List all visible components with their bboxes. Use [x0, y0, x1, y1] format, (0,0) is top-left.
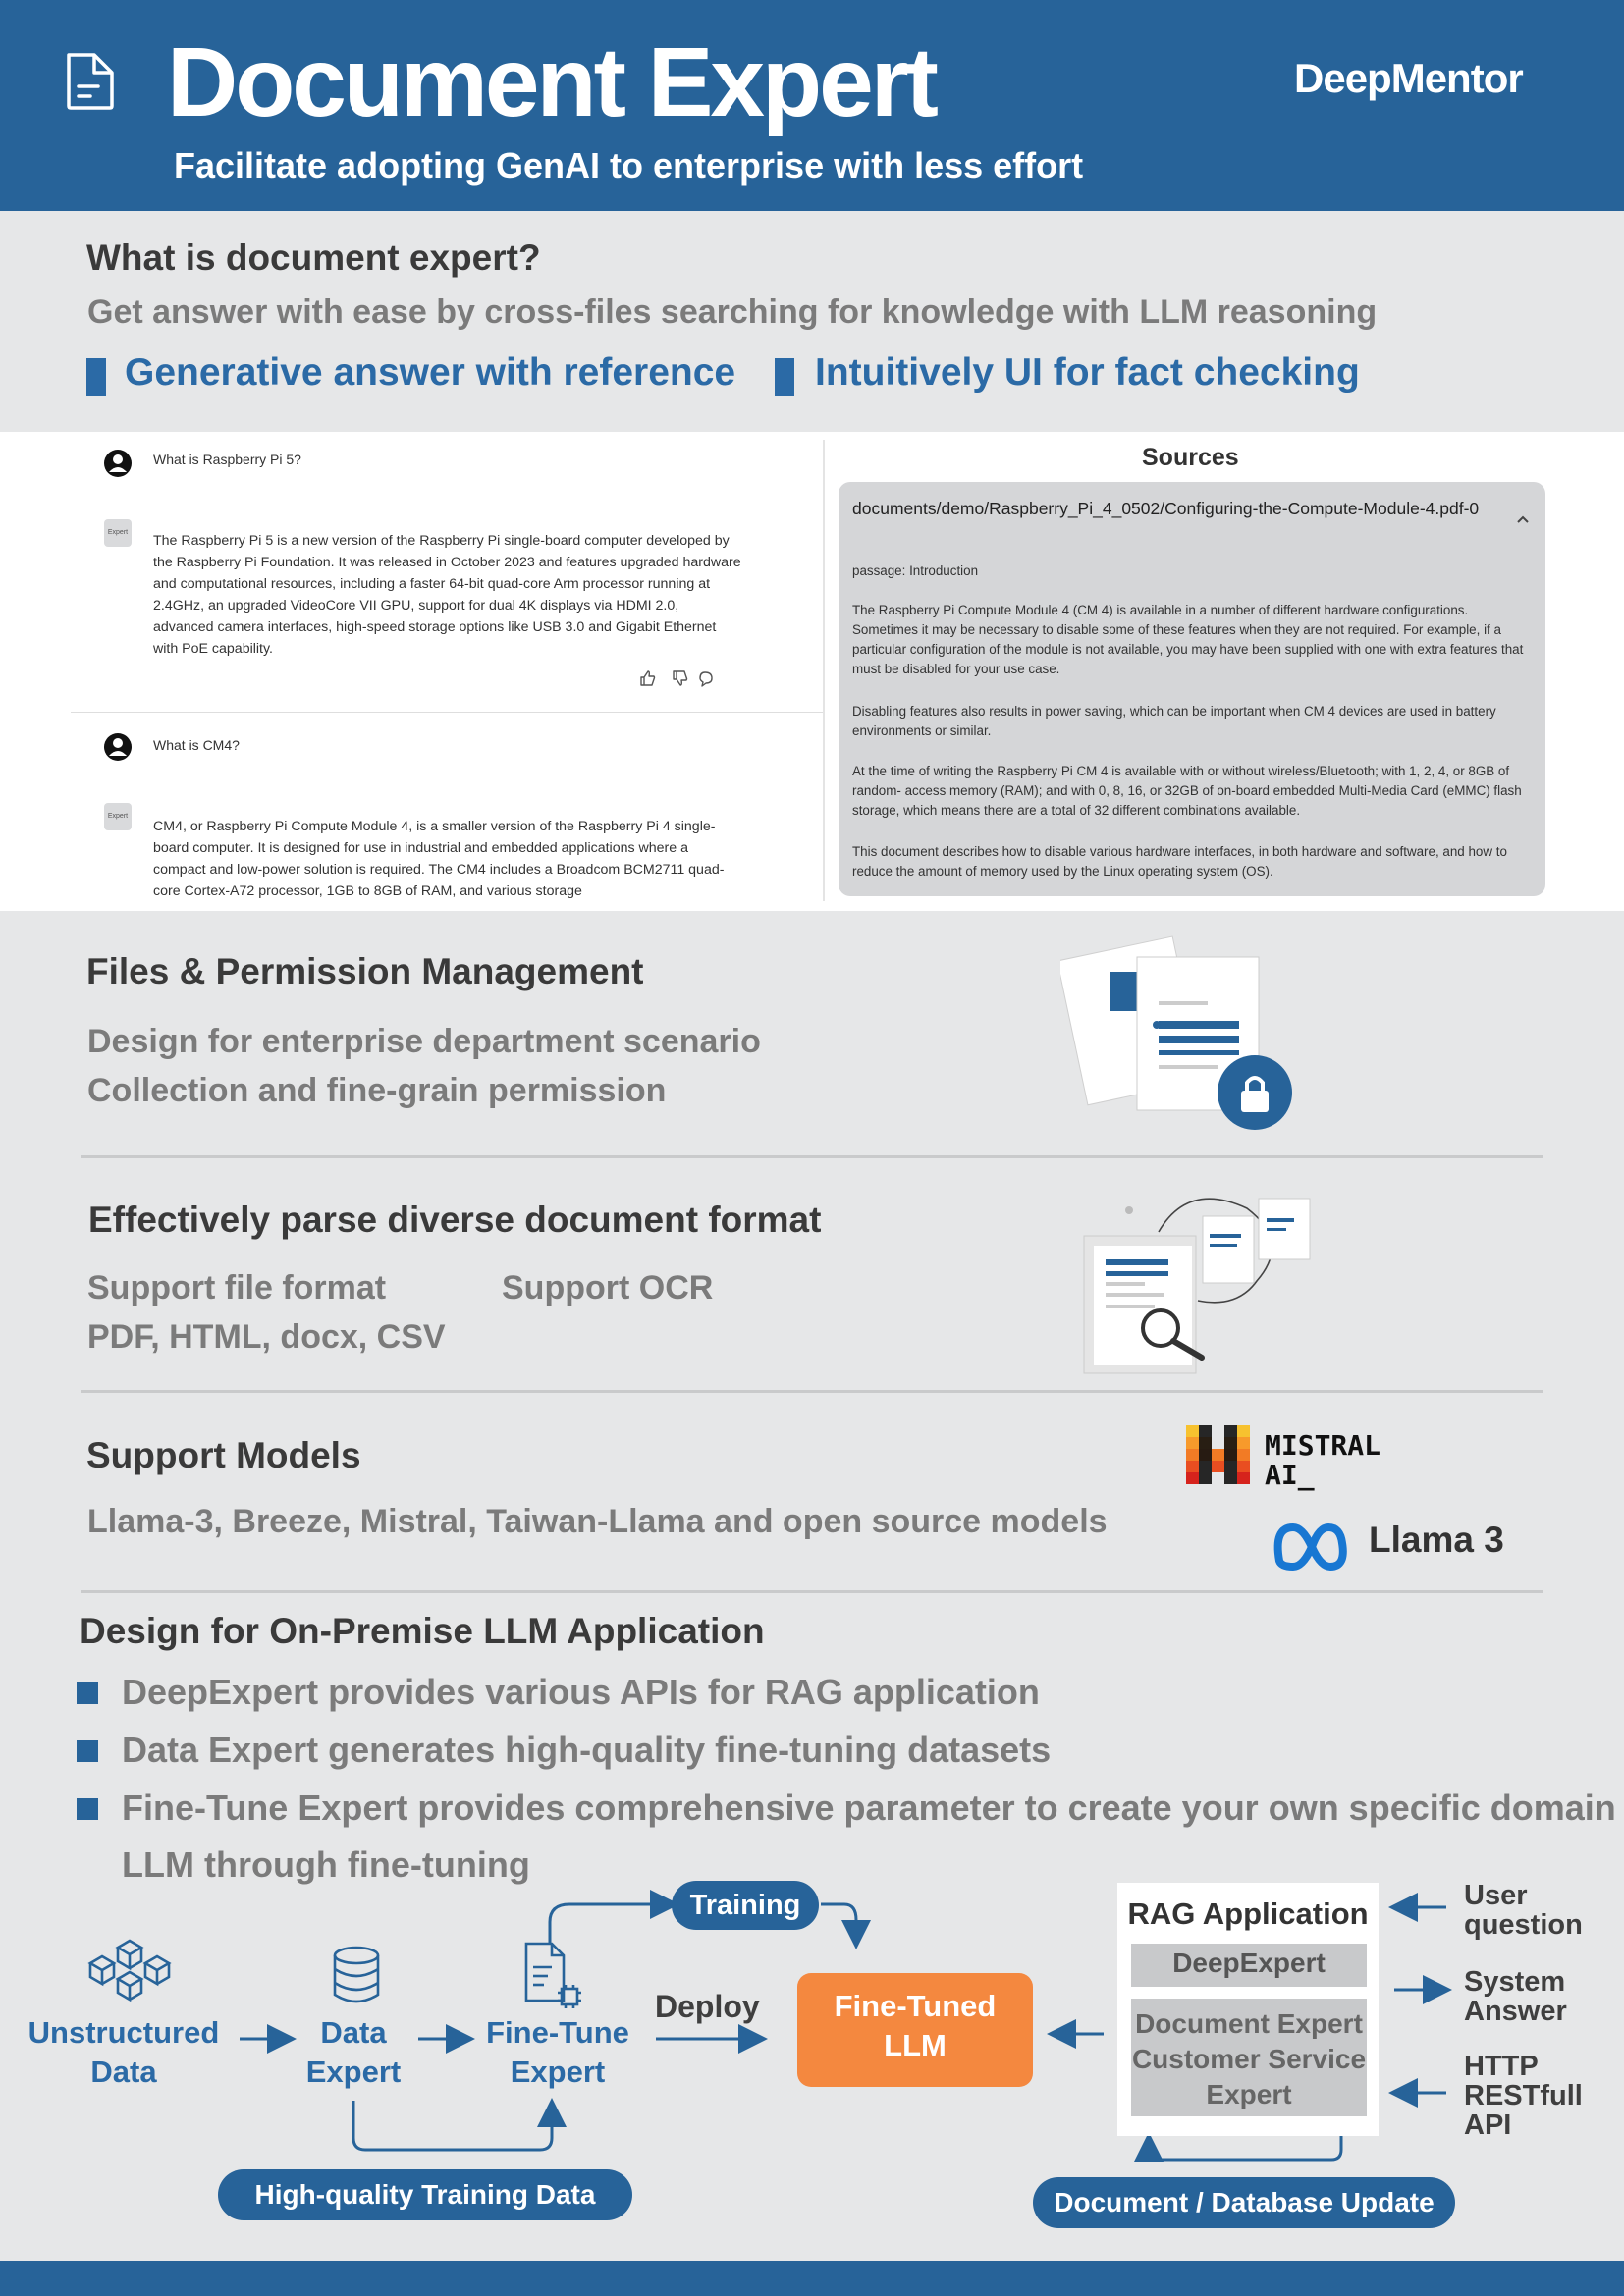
page-subtitle: Facilitate adopting GenAI to enterprise with less effort — [174, 145, 1084, 186]
system-answer-label — [1464, 1967, 1567, 2026]
mistral-line: AI_ — [1265, 1459, 1315, 1491]
parse-heading: Effectively parse diverse document format — [88, 1200, 822, 1240]
mistral-line: MISTRAL — [1265, 1429, 1381, 1462]
node-label: Data — [90, 2055, 157, 2089]
document-icon — [63, 51, 118, 112]
training-pill: Training — [672, 1881, 819, 1930]
source-card[interactable] — [839, 482, 1545, 896]
node-label: Fine-Tune — [486, 2015, 629, 2050]
node-label: Unstructured — [27, 2015, 220, 2050]
user-question: What is Raspberry Pi 5? — [153, 452, 301, 467]
side-label: System — [1464, 1966, 1566, 1998]
bullet-square — [77, 1682, 98, 1704]
onprem-bullet: DeepExpert provides various APIs for RAG application — [122, 1672, 1040, 1712]
node-data-expert — [285, 2013, 422, 2092]
user-question: What is CM4? — [153, 737, 240, 753]
user-question-label — [1464, 1881, 1583, 1940]
onprem-bullet: Data Expert generates high-quality fine-tuning datasets — [122, 1730, 1052, 1770]
product-label: Expert — [1206, 2079, 1292, 2109]
node-label: Fine-Tuned — [834, 1989, 997, 2023]
side-label: User — [1464, 1880, 1528, 1911]
bullet-square — [77, 1740, 98, 1762]
expert-answer: CM4, or Raspberry Pi Compute Module 4, is a smaller version of the Raspberry Pi 4 single-board computer. It is designed for use in industrial and embedded applications where a compact and low-power solution is required. The CM4 includes a Broadcom BCM2711 quad-core Cortex-A72 processor, 1GB to 8GB of RAM, and various storage — [153, 819, 725, 898]
feature-fact-checking: Intuitively UI for fact checking — [815, 351, 1360, 394]
mistral-wordmark — [1265, 1431, 1380, 1490]
files-line: Design for enterprise department scenario — [87, 1023, 761, 1060]
brand-logo: DeepMentor — [1294, 55, 1523, 101]
mistral-logo-icon — [1186, 1425, 1253, 1486]
feedback-icons[interactable] — [639, 668, 718, 688]
user-avatar-icon — [103, 732, 133, 762]
bullet-square — [77, 1798, 98, 1820]
rag-application-title: RAG Application — [1127, 1896, 1369, 1931]
panel-divider — [823, 440, 825, 901]
document-lock-icon — [1060, 928, 1296, 1136]
source-paragraph: Disabling features also results in power saving, which can be important when CM 4 devices are used in battery environments or similar. — [852, 704, 1496, 738]
http-api-label — [1464, 2052, 1583, 2140]
intro-heading: What is document expert? — [86, 238, 541, 278]
models-heading: Support Models — [86, 1435, 361, 1475]
section-divider — [81, 1390, 1543, 1393]
node-label: LLM — [884, 2028, 947, 2062]
footer-bar — [0, 2261, 1624, 2296]
chevron-up-icon[interactable] — [1516, 514, 1530, 524]
llama-wordmark: Llama 3 — [1369, 1520, 1504, 1560]
product-label: Customer Service — [1131, 2044, 1367, 2074]
section-divider — [81, 1155, 1543, 1158]
product-label: Document Expert — [1135, 2008, 1363, 2039]
section-divider — [81, 1590, 1543, 1593]
document-search-icon — [1080, 1183, 1316, 1374]
user-avatar-icon — [103, 449, 133, 478]
models-list: Llama-3, Breeze, Mistral, Taiwan-Llama and open source models — [87, 1503, 1108, 1540]
files-line: Collection and fine-grain permission — [87, 1072, 667, 1109]
deploy-label: Deploy — [655, 1989, 760, 2024]
message-divider — [71, 712, 823, 713]
onprem-bullet: Fine-Tune Expert provides comprehensive parameter to create your own specific domain — [122, 1788, 1616, 1828]
side-label: question — [1464, 1909, 1583, 1941]
source-path: documents/demo/Raspberry_Pi_4_0502/Configuring-the-Compute-Module-4.pdf-0 — [852, 499, 1480, 518]
source-paragraph: This document describes how to disable various hardware interfaces, in both hardware and software, and how to reduce the amount of memory used by the Linux operating system (OS). — [852, 844, 1507, 879]
expert-answer: The Raspberry Pi 5 is a new version of the Raspberry Pi single-board computer developed by the Raspberry Pi Foundation. It was released in October 2023 and features upgraded hardware and computational resources, including a faster 64-bit quad-core Arm processor running at 2.4GHz, an upgraded VideoCore VII GPU, support for dual 4K displays via HDMI 2.0, advanced camera interfaces, high-speed storage options like USB 3.0 and Gigabit Ethernet with PoE capability. — [153, 533, 741, 657]
parse-formats: PDF, HTML, docx, CSV — [87, 1318, 446, 1356]
feature-bullet — [775, 358, 794, 396]
side-label: RESTfull — [1464, 2080, 1583, 2111]
node-fine-tune-expert — [477, 2013, 638, 2092]
source-paragraph: At the time of writing the Raspberry Pi CM 4 is available with or without wireless/Bluetooth; with 1, 2, 4, or 8GB of random- access memory (RAM); and with 0, 8, 16, or 32GB of on-board embedded Multi-Media Card (eMMC) flash storage, which means there are a total of 32 different combinations available. — [852, 764, 1522, 818]
parse-format-label: Support file format — [87, 1269, 387, 1307]
source-passage-label: passage: Introduction — [852, 563, 979, 578]
onprem-heading: Design for On-Premise LLM Application — [80, 1611, 765, 1651]
feature-generative-answer: Generative answer with reference — [125, 351, 736, 394]
side-label: HTTP — [1464, 2051, 1539, 2082]
feature-bullet — [86, 358, 106, 396]
intro-description: Get answer with ease by cross-files searching for knowledge with LLM reasoning — [87, 294, 1378, 331]
node-label: Expert — [305, 2055, 402, 2089]
side-label: Answer — [1464, 1996, 1567, 2027]
side-label: API — [1464, 2109, 1512, 2141]
expert-products-box — [1131, 2006, 1367, 2112]
node-label: Data — [320, 2015, 387, 2050]
high-quality-training-data-pill: High-quality Training Data — [218, 2169, 632, 2220]
page-title: Document Expert — [167, 27, 936, 137]
parse-ocr: Support OCR — [502, 1269, 714, 1307]
source-paragraph: The Raspberry Pi Compute Module 4 (CM 4) is available in a number of different hardware configurations. Sometimes it may be necessary to disable some of these features when they are not required. For example, if a particular configuration of the module is not available, you may have been supplied with one with extra features that must be disabled for your use case. — [852, 603, 1524, 676]
onprem-bullet: LLM through fine-tuning — [122, 1844, 530, 1885]
node-fine-tuned-llm — [797, 1987, 1033, 2065]
node-unstructured-data — [16, 2013, 232, 2092]
sources-title: Sources — [1142, 444, 1239, 471]
expert-avatar: Expert — [104, 803, 132, 830]
document-database-update-pill: Document / Database Update — [1033, 2177, 1455, 2228]
node-label: Expert — [510, 2055, 606, 2089]
meta-logo-icon — [1272, 1520, 1352, 1575]
expert-avatar: Expert — [104, 519, 132, 547]
files-heading: Files & Permission Management — [86, 951, 644, 991]
deepexpert-box: DeepExpert — [1172, 1948, 1326, 1978]
